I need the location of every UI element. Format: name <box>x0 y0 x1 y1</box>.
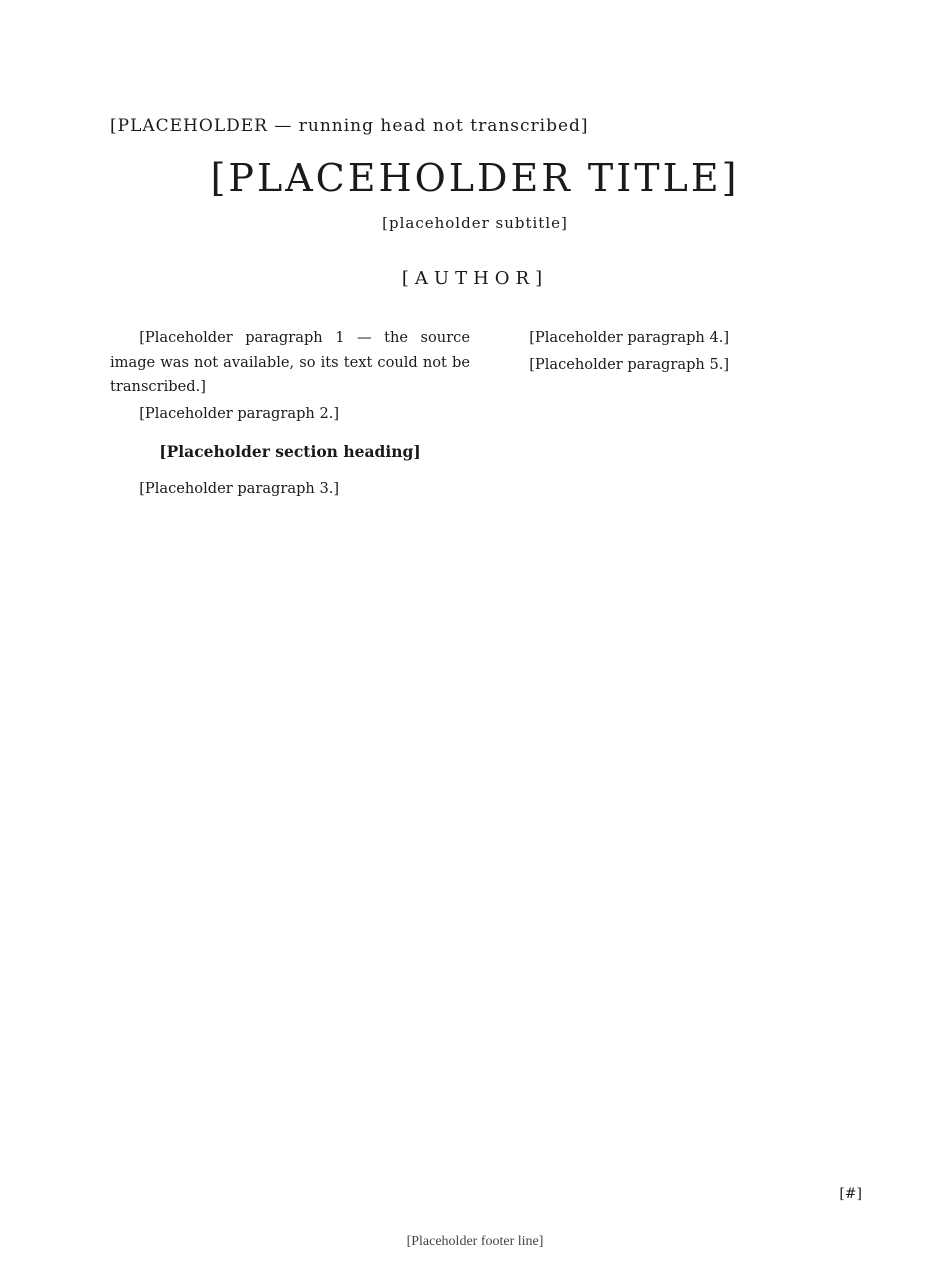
article-title: [PLACEHOLDER TITLE] <box>210 156 740 200</box>
article-subtitle: [placeholder subtitle] <box>382 214 568 232</box>
left-column <box>110 326 470 503</box>
body-paragraph: [Placeholder paragraph 1 — the source image was not available, so its text could not be transcribed.] <box>110 329 470 395</box>
right-column <box>500 326 860 379</box>
body-paragraph: [Placeholder paragraph 5.] <box>529 355 730 373</box>
page-number: [#] <box>839 1186 862 1202</box>
article-author: [AUTHOR] <box>401 268 549 289</box>
body-paragraph: [Placeholder paragraph 3.] <box>139 479 340 497</box>
section-heading: [Placeholder section heading] <box>159 442 421 461</box>
running-head: [PLACEHOLDER — running head not transcribed] <box>110 116 589 136</box>
copyright-footer: [Placeholder footer line] <box>406 1234 544 1249</box>
body-paragraph: [Placeholder paragraph 2.] <box>139 404 340 422</box>
body-paragraph: [Placeholder paragraph 4.] <box>529 329 730 346</box>
